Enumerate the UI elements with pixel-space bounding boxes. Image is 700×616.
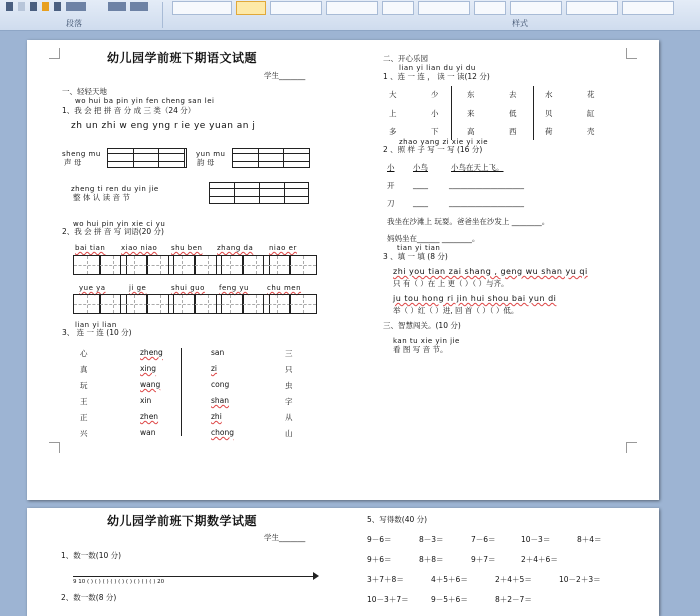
- example-sentence: 我坐在沙滩上 玩耍。爸爸坐在沙发上 ________。: [387, 217, 550, 226]
- zhengti-label: 整 体 认 读 音 节: [73, 193, 130, 202]
- equation[interactable]: 9－6＝: [367, 535, 392, 544]
- question-text: 1 、连 一 连 ， 读 一 读(12 分): [383, 72, 490, 81]
- crop-mark: [49, 442, 60, 453]
- question-text: 1、我 会 把 拼 音 分 成 三 类（24 分）: [62, 106, 196, 115]
- writing-box[interactable]: [216, 255, 244, 275]
- line-spacing-icon[interactable]: [66, 2, 86, 11]
- number-line: [73, 576, 317, 577]
- writing-box[interactable]: [289, 255, 317, 275]
- equation[interactable]: 10－3＋7＝: [367, 595, 409, 604]
- question-text: 3、 连 一 连 (10 分): [62, 328, 132, 337]
- table-cell[interactable]: 高: [467, 127, 475, 136]
- table-cell[interactable]: 荷: [545, 127, 553, 136]
- poem-line[interactable]: 举（ ）红（ ）进, 回 首（ ）（ ）低。: [393, 306, 519, 315]
- writing-box[interactable]: [73, 294, 101, 314]
- yunmu-label: 韵 母: [197, 158, 215, 167]
- writing-box[interactable]: [120, 255, 148, 275]
- section-heading: 二、开心乐园: [383, 54, 428, 63]
- fill-sentence[interactable]: 妈妈坐在______ ________。: [387, 234, 480, 243]
- table-cell[interactable]: 低: [509, 109, 517, 118]
- crop-mark: [49, 48, 60, 59]
- table-cell[interactable]: 去: [509, 90, 517, 99]
- writing-box[interactable]: [73, 255, 101, 275]
- match-pinyin[interactable]: wang: [140, 380, 161, 389]
- match-pinyin[interactable]: xin: [140, 396, 152, 405]
- equation[interactable]: 4＋5＋6＝: [431, 575, 468, 584]
- style-button-5[interactable]: [382, 1, 414, 15]
- align-center-icon[interactable]: [18, 2, 25, 11]
- justify-icon[interactable]: [42, 2, 49, 11]
- shengmu-label: 声 母: [64, 158, 82, 167]
- style-button-7[interactable]: [474, 1, 506, 15]
- equation[interactable]: 9－5＋6＝: [431, 595, 468, 604]
- equation[interactable]: 2＋4＋5＝: [495, 575, 532, 584]
- question-text: 3 、填 一 填 (8 分): [383, 252, 448, 261]
- match-char[interactable]: 字: [285, 397, 293, 406]
- match-char[interactable]: 玩: [80, 381, 88, 390]
- match-pinyin[interactable]: zhen: [140, 412, 159, 421]
- question-text: 5、写得数(40 分): [367, 515, 428, 524]
- table-cell[interactable]: 西: [509, 127, 517, 136]
- question-text: 2 、照 样 子 写 一 写 (16 分): [383, 145, 483, 154]
- crop-mark: [626, 48, 637, 59]
- match-char[interactable]: 从: [285, 413, 293, 422]
- question-text: 2、数一数(8 分): [61, 593, 117, 602]
- word-pinyin: shu ben: [171, 244, 203, 252]
- word-pinyin: bai tian: [75, 244, 106, 252]
- example-word: 小鸟: [413, 163, 428, 172]
- equation[interactable]: 9＋7＝: [471, 555, 496, 564]
- word-pinyin: shui guo: [171, 284, 205, 292]
- pinyin-line: zhao yang zi xie yi xie: [399, 138, 489, 146]
- equation[interactable]: 8－3＝: [419, 535, 444, 544]
- shading-icon[interactable]: [108, 2, 126, 11]
- equation[interactable]: 8＋4＝: [577, 535, 602, 544]
- word-pinyin: ji ge: [129, 284, 147, 292]
- match-char[interactable]: 心: [80, 349, 88, 358]
- answer-blank[interactable]: ____________________: [449, 180, 524, 189]
- table-cell[interactable]: 贝: [545, 109, 553, 118]
- syllable-list: zh un zhi w eng yng r ie ye yuan an j: [71, 121, 256, 131]
- table-cell[interactable]: 水: [545, 90, 553, 99]
- match-pinyin[interactable]: zhi: [211, 412, 222, 421]
- style-button-8[interactable]: [510, 1, 562, 15]
- writing-box[interactable]: [168, 294, 196, 314]
- student-field: 学生_______: [264, 71, 306, 80]
- table-cell[interactable]: 壳: [587, 127, 595, 136]
- table-cell[interactable]: 缸: [587, 109, 595, 118]
- style-button-3[interactable]: [270, 1, 322, 15]
- word-pinyin: chu men: [267, 284, 302, 292]
- word-pinyin: zhang da: [217, 244, 254, 252]
- pinyin-line: wo hui pin yin xie ci yu: [73, 220, 166, 228]
- prompt-char: 刀: [387, 199, 395, 208]
- match-pinyin[interactable]: zi: [211, 364, 218, 373]
- page-title: 幼儿园学前班下期语文试题: [107, 51, 258, 65]
- pinyin-line: lian yi lian: [75, 321, 117, 329]
- equation[interactable]: 3＋7＋8＝: [367, 575, 404, 584]
- align-left-icon[interactable]: [6, 2, 13, 11]
- section-heading: 三、智慧闯关。(10 分): [383, 321, 461, 330]
- ribbon-separator: [162, 2, 163, 28]
- style-button-4[interactable]: [326, 1, 378, 15]
- section-heading: 一、轻轻天地: [62, 87, 107, 96]
- equation[interactable]: 8＋8＝: [419, 555, 444, 564]
- match-char[interactable]: 只: [285, 365, 293, 374]
- pinyin-label: sheng mu: [62, 150, 101, 158]
- word-pinyin: yue ya: [79, 284, 106, 292]
- poem-pinyin: ju tou hong ri jin hui shou bai yun di: [393, 294, 557, 303]
- shengmu-grid[interactable]: [107, 148, 185, 168]
- ribbon: [0, 0, 700, 31]
- equation[interactable]: 7－6＝: [471, 535, 496, 544]
- writing-box[interactable]: [263, 294, 291, 314]
- distribute-icon[interactable]: [54, 2, 61, 11]
- table-divider: [451, 86, 452, 140]
- crop-mark: [626, 442, 637, 453]
- table-cell[interactable]: 花: [587, 90, 595, 99]
- writing-box[interactable]: [216, 294, 244, 314]
- number-line-labels[interactable]: 9 10 ( ) ( ) ( ) ( ) ( ) ( ) ( ) ( ) ( ) 20: [73, 579, 165, 585]
- table-cell[interactable]: 上: [389, 109, 397, 118]
- equation[interactable]: 10－3＝: [521, 535, 551, 544]
- match-pinyin[interactable]: cong: [211, 380, 230, 389]
- answer-blank[interactable]: ____________________: [449, 198, 524, 207]
- page-title: 幼儿园学前班下期数学试题: [107, 514, 258, 528]
- table-cell[interactable]: 小: [431, 109, 439, 118]
- match-char[interactable]: 虫: [285, 381, 293, 390]
- page-math-exam[interactable]: [27, 508, 659, 616]
- match-char[interactable]: 正: [80, 413, 88, 422]
- zhengti-grid[interactable]: [209, 182, 309, 204]
- paragraph-group-label: 段落: [66, 19, 82, 28]
- question-text: 2、我 会 拼 音 写 词语(20 分): [62, 227, 164, 236]
- example-sentence: 小鸟在天上飞。: [451, 163, 504, 172]
- table-cell[interactable]: 来: [467, 109, 475, 118]
- prompt-char: 开: [387, 181, 395, 190]
- divider-line: [181, 348, 182, 436]
- question-text: 看 图 写 音 节。: [393, 345, 448, 354]
- writing-box[interactable]: [289, 294, 317, 314]
- equation[interactable]: 10－2＋3＝: [559, 575, 601, 584]
- table-cell[interactable]: 多: [389, 127, 397, 136]
- pinyin-label: zheng ti ren du yin jie: [71, 185, 159, 193]
- match-pinyin[interactable]: xing: [140, 364, 157, 373]
- poem-line[interactable]: 只 有（ ）在 上 更（ ）（ ）与齐。: [393, 279, 509, 288]
- page-chinese-exam[interactable]: [27, 40, 659, 500]
- table-cell[interactable]: 东: [467, 90, 475, 99]
- pinyin-line: lian yi lian du yi du: [399, 64, 476, 72]
- poem-pinyin: zhi you tian zai shang , geng wu shan yu qi: [393, 267, 588, 276]
- styles-group-label: 样式: [512, 19, 528, 28]
- style-button-6[interactable]: [418, 1, 470, 15]
- match-pinyin[interactable]: chong: [211, 428, 234, 437]
- pinyin-line: wo hui ba pin yin fen cheng san lei: [75, 97, 215, 105]
- writing-box[interactable]: [263, 255, 291, 275]
- style-selected-button[interactable]: [236, 1, 266, 15]
- match-pinyin[interactable]: shan: [211, 396, 230, 405]
- equation[interactable]: 9＋6＝: [367, 555, 392, 564]
- word-pinyin: feng yu: [219, 284, 249, 292]
- grid-divider: [184, 148, 187, 168]
- match-pinyin[interactable]: zheng: [140, 348, 163, 357]
- pinyin-line: kan tu xie yin jie: [393, 337, 460, 345]
- question-text: 1、数一数(10 分): [61, 551, 122, 560]
- arrow-icon: [313, 572, 319, 580]
- match-pinyin[interactable]: san: [211, 348, 225, 357]
- style-button-9[interactable]: [566, 1, 618, 15]
- table-cell[interactable]: 下: [431, 127, 439, 136]
- style-button-10[interactable]: [622, 1, 674, 15]
- style-normal-button[interactable]: [172, 1, 232, 15]
- example-char: 小: [387, 163, 395, 172]
- answer-blank[interactable]: ____: [413, 180, 428, 189]
- match-char[interactable]: 真: [80, 365, 88, 374]
- student-field: 学生_______: [264, 533, 306, 542]
- table-divider: [533, 86, 534, 140]
- writing-box[interactable]: [120, 294, 148, 314]
- answer-blank[interactable]: ____: [413, 198, 428, 207]
- match-char[interactable]: 王: [80, 397, 88, 406]
- writing-box[interactable]: [168, 255, 196, 275]
- table-cell[interactable]: 少: [431, 90, 439, 99]
- align-right-icon[interactable]: [30, 2, 37, 11]
- pinyin-line: tian yi tian: [397, 244, 441, 252]
- match-char[interactable]: 兴: [80, 429, 88, 438]
- yunmu-grid[interactable]: [232, 148, 310, 168]
- word-pinyin: niao er: [269, 244, 297, 252]
- table-cell[interactable]: 大: [389, 90, 397, 99]
- borders-icon[interactable]: [130, 2, 148, 11]
- equation[interactable]: 2＋4＋6＝: [521, 555, 558, 564]
- match-pinyin[interactable]: wan: [140, 428, 156, 437]
- match-char[interactable]: 山: [285, 429, 293, 438]
- pinyin-label: yun mu: [196, 150, 226, 158]
- match-char[interactable]: 三: [285, 349, 293, 358]
- equation[interactable]: 8＋2－7＝: [495, 595, 532, 604]
- word-pinyin: xiao niao: [121, 244, 158, 252]
